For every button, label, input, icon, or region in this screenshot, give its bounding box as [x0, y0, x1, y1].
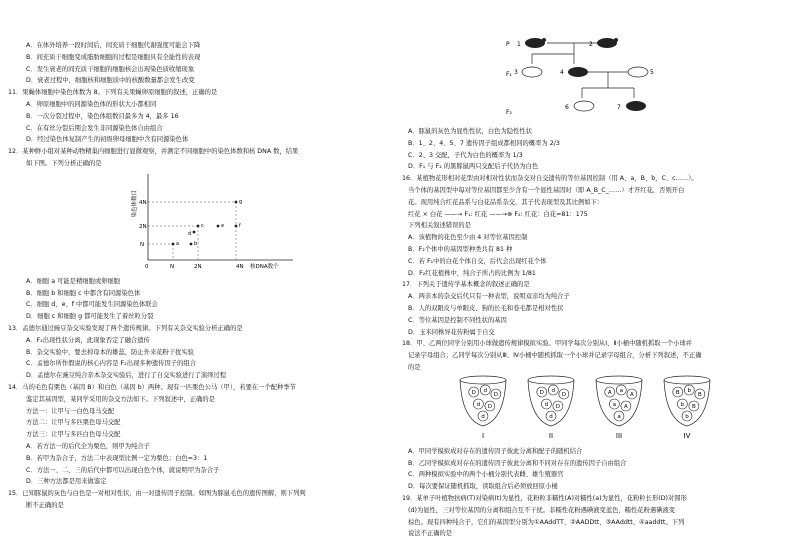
- pig-3-white: [522, 67, 542, 77]
- q11-option-b: B．一次分裂过程中，染色体组数目最多为 4，最多 16: [26, 112, 179, 120]
- bucket-4: [664, 376, 710, 440]
- q13-option-a: A．F₂出现性状分离，此现象否定了融合遗传: [26, 336, 150, 344]
- ball-letter: d: [549, 413, 553, 420]
- gen-f2-label: F₂: [506, 109, 512, 116]
- q18-option-c: C．两种模拟实验中的两个小桶分别代表雌、雄生殖器官: [408, 471, 564, 479]
- bucket-label: II: [548, 431, 554, 440]
- ball-letter: A: [629, 391, 634, 398]
- q15-option-a: A．豚鼠的灰色为显性性状，白色为隐性性状: [408, 128, 532, 135]
- q14-method-1: 方法一：让甲与一白色母马交配: [26, 407, 115, 415]
- bucket-1: [460, 376, 506, 440]
- ball-letter: d: [551, 387, 556, 394]
- q12-figure: [8, 170, 390, 276]
- ytick-n: N: [140, 241, 145, 248]
- q18-buckets-figure: [402, 374, 787, 446]
- q12-option-d: D．细胞 c 和细胞 g 都可能发生了着丝粒分裂: [26, 313, 154, 321]
- bucket-3: [596, 376, 642, 440]
- ball-letter: b: [685, 413, 689, 420]
- ball-letter: D: [471, 389, 476, 396]
- bucket-rim: [596, 376, 642, 384]
- q10-option-a: A．在体外培养一段时间后，间充质干细胞代谢强度可能会下降: [26, 42, 201, 49]
- q16-option-d: D．F₂红花植株中，纯合子所占的比例为 1/81: [408, 269, 536, 277]
- ytick-2n: 2N: [139, 223, 147, 230]
- q10-option-c: C．发生衰老的间充质干细胞的细胞核会出现染色质收缩现象: [26, 65, 195, 73]
- q14-stem-line2: 鉴定其基因型，某同学采用的杂交方法如下。下列叙述中，正确的是: [26, 395, 215, 403]
- q14-option-a: A．若方法一的后代全为栗色，则甲为纯合子: [26, 442, 150, 450]
- q12-stem-line1: 12．某种鲜小组对某种动物精巢内细胞进行显微观察，并测定不同细胞中的染色体数和核 DNA 数，结果: [8, 148, 299, 156]
- ball-letter: A: [607, 389, 612, 396]
- pig-7-black: [626, 101, 646, 111]
- pig-1-number: 1: [517, 41, 521, 48]
- ball-letter: A: [624, 403, 628, 410]
- q13-option-c: C．孟德尔所作假说的核心内容是 F₂出现多种遗传因子的组合: [26, 360, 196, 368]
- ball-letter: D: [555, 403, 561, 410]
- q14-stem-line1: 14．马的毛色有栗色（基因 B）和白色（基因 b）两种。现有一匹栗色公马（甲），若要在一个配种季节: [8, 383, 296, 391]
- point-e: [217, 224, 220, 227]
- q15-option-c: C．2、3 交配，子代为白色的概率为 1/3: [408, 151, 523, 159]
- chromosome-dna-scatter: [8, 170, 390, 276]
- ball-letter: b: [680, 401, 685, 408]
- q17-stem: 17．下列关于遗传学基本概念的叙述正确的是: [402, 281, 530, 289]
- pig-1-head: [542, 38, 546, 42]
- ball-letter: d: [544, 401, 549, 408]
- q17-option-d: D．玉米同株异花传粉属于自交: [408, 328, 495, 336]
- pig-2-head: [614, 38, 618, 42]
- pig-7-number: 7: [617, 104, 621, 111]
- bucket-label: I: [481, 431, 485, 440]
- q18-option-b: B．乙同学模拟成对存在的遗传因子彼此分离和不同对存在的遗传因子自由组合: [408, 459, 627, 467]
- bucket-diagram: [402, 374, 787, 446]
- origin-label: 0: [145, 263, 149, 270]
- q17-option-b: B．人的双眼皮与单眼皮、狗的长毛和卷毛都是相对性状: [408, 304, 564, 312]
- q16-note: 下列相关叙述错误的是: [408, 222, 471, 230]
- ball-letter: a: [619, 387, 623, 394]
- ball-letter: a: [617, 413, 621, 420]
- q14-method-3: 方法三：让甲与多匹白色母马交配: [26, 431, 121, 439]
- q13-stem: 13．孟德尔通过豌豆杂交实验发现了两个遗传规律。下列有关杂交实验分析正确的是: [8, 324, 243, 332]
- bucket-2: [528, 376, 574, 440]
- q12-option-b: B．细胞 b 和细胞 c 中都含有同源染色体: [26, 289, 141, 297]
- q16-stem-line1: 16．某植物花形相对花型由对相对性状而杂交对自交遗传的等位基因控制（用 A、a，B、b，C、c……）。: [402, 175, 698, 183]
- ball-letter: B: [697, 391, 702, 398]
- q19-stem-line4: 说法不正确的是: [408, 530, 453, 538]
- y-axis-label: 染色体数目: [132, 189, 138, 218]
- ball-letter: d: [481, 413, 485, 420]
- ball-letter: D: [539, 389, 544, 396]
- q11-option-d: D．经过染色体复制产生的初级卵母细胞中含有同源染色体: [26, 136, 189, 144]
- q15-stem-line2: 断不正确的是: [26, 501, 64, 509]
- q15-pedigree-figure: [402, 36, 787, 126]
- point-b: [190, 242, 193, 245]
- q15-stem-line1: 15．已知豚鼠的灰色与白色是一对相对性状，由一对遗传因子控制。如图为豚鼠毛色的遗传图解，则下列判: [8, 490, 306, 498]
- point-g: [235, 200, 238, 203]
- pig-1-black: [525, 38, 545, 48]
- gen-f1-label: F₁: [506, 71, 512, 78]
- pig-4-black: [568, 67, 588, 77]
- q17-option-a: A．两亲本的杂交后代只有一种表型，说明双亲均为纯合子: [408, 293, 570, 301]
- ball-letter: D: [561, 391, 567, 398]
- pig-5-number: 5: [650, 69, 654, 76]
- q10-option-d: D．衰老过程中，细胞核和细胞质中的核酸数量都会发生改变: [26, 77, 195, 85]
- pig-6-white: [574, 101, 594, 111]
- q11-option-a: A．卵原细胞中的同源染色体的形状大小都相同: [26, 100, 157, 108]
- q12-option-c: C．细胞 d、e、f 中都可能发生同源染色体联会: [26, 301, 158, 309]
- q14-method-2: 方法二：让甲与多匹栗色母马交配: [26, 419, 121, 427]
- bucket-label: IV: [683, 431, 691, 440]
- point-f-label: f: [239, 222, 241, 229]
- q19-stem-line2: (d)为显性，三对等位基因的分离和组合互不干扰。非糯性花粉遇碘液变蓝色，糯性花粉遇碘液变: [408, 506, 676, 514]
- ball-letter: D: [487, 403, 493, 410]
- q16-cross-diagram: 红花 × 白花 ——→ F₁: 红花 ——→⊗ F₂: 红花：白花=81：175: [408, 210, 588, 218]
- q13-option-b: B．杂交实验中，要去掉母本的雄蕊，防止外来花粉干扰实验: [26, 348, 195, 356]
- q16-option-c: C．若 F₁中的白花个体自交，后代会出现红花个体: [408, 257, 547, 265]
- pig-5-white: [628, 67, 648, 77]
- q14-option-c: C．方法一、二、三的后代中都可以出现白色个体，就说明甲为杂合子: [26, 466, 220, 474]
- bucket-rim: [528, 376, 574, 384]
- pig-2-number: 2: [589, 41, 593, 48]
- point-a: [172, 242, 175, 245]
- q12-stem-line2: 如下图。下列分析正确的是: [26, 159, 102, 167]
- left-column: [8, 40, 390, 512]
- q11-option-c: C．在有丝分裂后期会发生非同源染色体自由组合: [26, 124, 163, 132]
- guinea-pig-pedigree: [402, 36, 787, 126]
- xtick-2n: 2N: [194, 263, 202, 270]
- ball-letter: D: [493, 391, 499, 398]
- point-a-label: a: [176, 240, 180, 247]
- ball-letter: b: [687, 387, 692, 394]
- bucket-label: III: [615, 431, 623, 440]
- point-e-label: e: [221, 222, 225, 229]
- point-c: [197, 224, 200, 227]
- q14-option-d: D．三种方法都是用来做鉴定: [26, 478, 107, 486]
- ball-letter: B: [675, 389, 680, 396]
- q13-option-d: D．孟德尔在豌豆纯合亲本杂交实验后，进行了自交实验进行了演绎过程: [26, 372, 227, 380]
- q16-option-a: A．该植物的花色至少由 4 对等位基因控制: [408, 234, 528, 242]
- q18-option-d: D．每次要保证随机抓取，读取组合后必须放回原小桶: [408, 483, 558, 491]
- gen-p-label: P: [506, 41, 510, 48]
- q14-option-b: B．若甲为杂合子，方法二中表现型比例一定为栗色：白色=3：1: [26, 454, 208, 462]
- q15-option-d: D．F₁ 与 F₂ 的黑豚鼠两只交配后子代仍为白色: [408, 163, 539, 171]
- q16-option-b: B．F₂个体中的基因型种类共有 81 种: [408, 245, 513, 253]
- q18-stem-line2: 记录字母组合；乙同学每次分别从Ⅲ、Ⅳ小桶中随机抓取一个小球并记录字母组合，分析下列叙述，不正确: [408, 352, 702, 360]
- point-b-label: b: [194, 240, 198, 247]
- ytick-4n: 4N: [139, 199, 147, 206]
- pig-6-number: 6: [565, 104, 569, 111]
- q18-option-a: A．甲同学模拟成对存在的遗传因子彼此分离和配子的随机结合: [408, 447, 583, 455]
- point-g-label: g: [239, 198, 243, 205]
- bucket-rim: [460, 376, 506, 384]
- ball-letter: d: [476, 401, 481, 408]
- q15-option-b: B．1、2、4、5、7 遗传因子组成都相同的概率为 2/3: [408, 139, 560, 147]
- right-column: [402, 40, 787, 540]
- point-d: [193, 230, 196, 233]
- q11-stem: 11．果蝇体细胞中染色体数为 8。下列有关果蝇卵原细胞的叙述，正确的是: [8, 89, 218, 97]
- bucket-rim: [664, 376, 710, 384]
- q19-stem-line3: 棕色。现有四种纯合子，它们的基因型分别为①AAddTT、②AADDtt、③AAddtt、④aaddtt。下列: [408, 518, 685, 526]
- xtick-4n: 4N: [236, 263, 244, 270]
- ball-letter: a: [612, 401, 617, 408]
- pig-2-black: [597, 38, 617, 48]
- q17-option-c: C．等位基因是控制不同性状的基因: [408, 316, 507, 324]
- x-axis-label: 核DNA数个: [250, 263, 279, 270]
- q10-option-b: B．间充质干细胞变成脂肪细胞的过程是细胞具有全能性的表现: [26, 53, 201, 61]
- point-d-label: d: [188, 230, 192, 237]
- q18-stem-line3: 的是: [408, 363, 421, 371]
- point-f: [235, 224, 238, 227]
- q16-stem-line3: 花。现用纯合红花品系与白花品系杂交，其子代表现型及其比例如下：: [408, 198, 604, 206]
- q19-stem-line1: 19．某单子叶植物抗病(T)对染病(t)为显性，花粉粒非糯性(A)对糯性(a)为显性，花粉粒长形(D)对圆形: [402, 494, 687, 502]
- ball-letter: d: [483, 387, 488, 394]
- xtick-n: N: [170, 263, 175, 270]
- q12-option-a: A．细胞 a 可能是精细胞或卵细胞: [26, 277, 121, 285]
- pig-3-number: 3: [514, 69, 518, 76]
- q18-stem-line1: 18．甲、乙两位同学分别用小球做遗传规律模拟实验。甲同学每次分别从Ⅰ、Ⅱ小桶中随机抓取一个小球并: [402, 340, 693, 348]
- point-c-label: c: [201, 222, 204, 229]
- ball-letter: B: [692, 403, 696, 410]
- q16-stem-line2: 当个体的基因型中每对等位基因都至少含有一个显性基因时（即 A_B_C_……）才开红花，否则开白: [408, 186, 685, 194]
- pig-4-number: 4: [560, 69, 564, 76]
